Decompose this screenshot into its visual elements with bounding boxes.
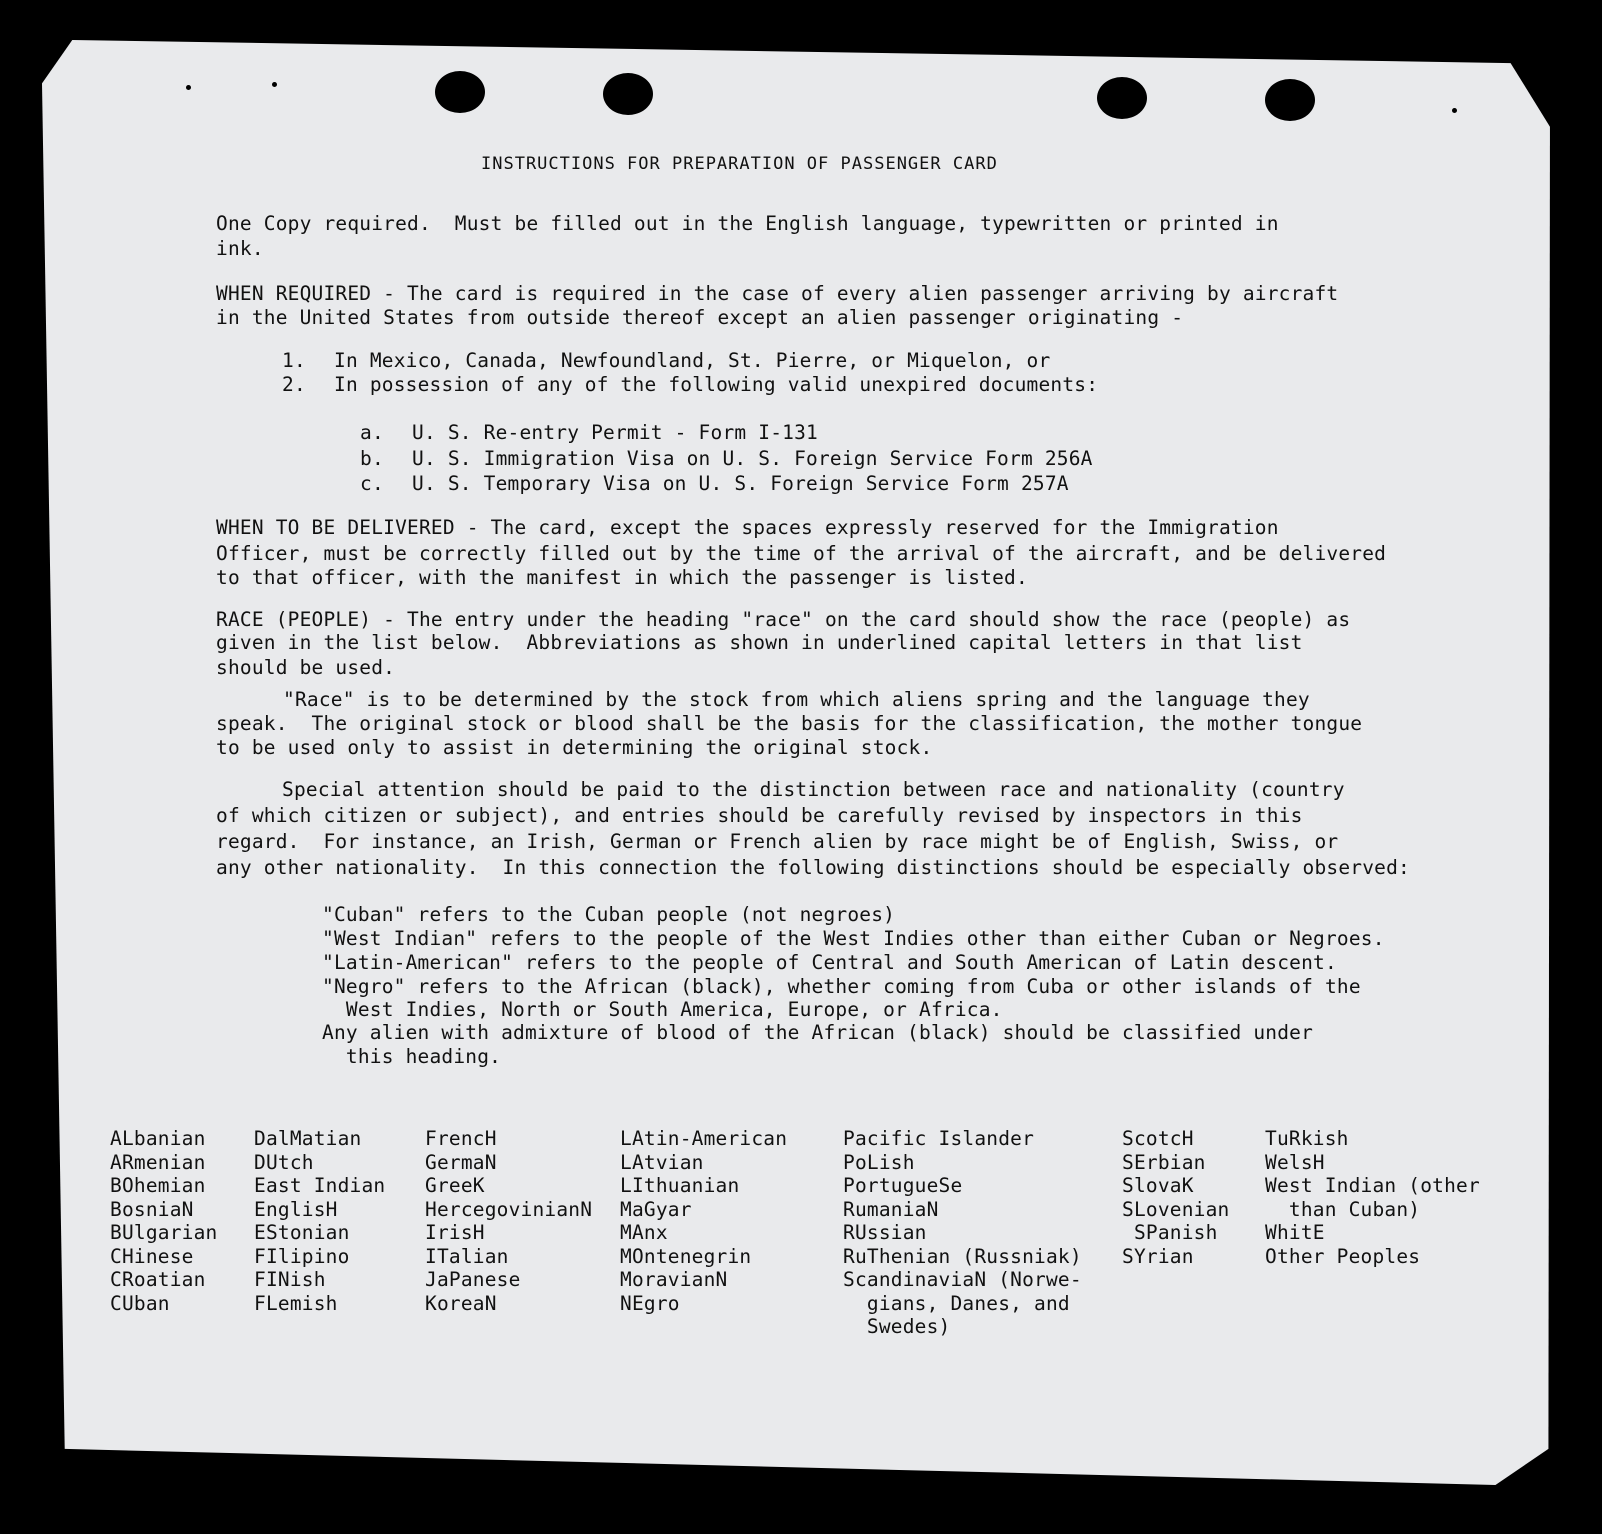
race-list-item: BOhemian (110, 1174, 206, 1197)
race-list-item: West Indian (other (1265, 1174, 1480, 1197)
lettered-item-letter: a. (360, 421, 384, 444)
race-list-item: DalMatian (254, 1127, 362, 1150)
race-list-item: LAtin-American (620, 1127, 788, 1150)
race-list-item: KoreaN (425, 1292, 497, 1315)
intro-line: ink. (216, 237, 264, 260)
distinction-line: "Cuban" refers to the Cuban people (not negroes) (322, 903, 896, 926)
when-delivered-line: Officer, must be correctly filled out by the time of the arrival of the aircraft, and be delivered (216, 542, 1387, 565)
race-list-item: EStonian (254, 1221, 350, 1244)
special-attention-line: regard. For instance, an Irish, German or French alien by race might be of English, Swiss, or (216, 830, 1339, 853)
race-list-item: than Cuban) (1265, 1198, 1421, 1221)
race-list-item: MoravianN (620, 1268, 728, 1291)
race-list-item: PoLish (843, 1151, 915, 1174)
race-list-item: RUssian (843, 1221, 927, 1244)
race-list-item: BosniaN (110, 1198, 194, 1221)
distinction-line: Any alien with admixture of blood of the African (black) should be classified under (322, 1021, 1314, 1044)
when-required-line: WHEN REQUIRED - The card is required in the case of every alien passenger arriving by aircraft (216, 282, 1339, 305)
race-list-item: RuThenian (Russniak) (843, 1245, 1082, 1268)
race-list-item: SLovenian (1122, 1198, 1230, 1221)
race-list-item: CRoatian (110, 1268, 206, 1291)
lettered-item-letter: b. (360, 447, 384, 470)
distinction-line: "Negro" refers to the African (black), whether coming from Cuba or other islands of the (322, 975, 1361, 998)
distinction-line: West Indies, North or South America, Europe, or Africa. (322, 998, 1003, 1021)
numbered-item-text: In Mexico, Canada, Newfoundland, St. Pierre, or Miquelon, or (334, 349, 1051, 372)
when-required-line: in the United States from outside thereof except an alien passenger originating - (216, 306, 1184, 329)
punch-hole (435, 71, 485, 113)
race-list-item: WhitE (1265, 1221, 1325, 1244)
lettered-item-text: U. S. Immigration Visa on U. S. Foreign Service Form 256A (412, 447, 1093, 470)
race-list-item: FrencH (425, 1127, 497, 1150)
race-list-item: EnglisH (254, 1198, 338, 1221)
race-list-item: ScotcH (1122, 1127, 1194, 1150)
when-delivered-line: WHEN TO BE DELIVERED - The card, except the spaces expressly reserved for the Immigration (216, 516, 1279, 539)
numbered-item-text: In possession of any of the following valid unexpired documents: (334, 373, 1099, 396)
race-list-item: gians, Danes, and (843, 1292, 1070, 1315)
numbered-item-number: 1. (282, 349, 306, 372)
race-definition-line: "Race" is to be determined by the stock from which aliens spring and the language they (283, 688, 1310, 711)
race-list-item: SlovaK (1122, 1174, 1194, 1197)
race-list-item: FIlipino (254, 1245, 350, 1268)
race-list-item: Swedes) (843, 1315, 951, 1338)
punch-hole (1265, 79, 1315, 121)
race-definition-line: speak. The original stock or blood shall be the basis for the classification, the mother tongue (216, 712, 1363, 735)
race-list-item: NEgro (620, 1292, 680, 1315)
race-list-item: RumaniaN (843, 1198, 939, 1221)
speck (1397, 50, 1402, 55)
race-list-item: ITalian (425, 1245, 509, 1268)
lettered-item-letter: c. (360, 472, 384, 495)
special-attention-line: Special attention should be paid to the distinction between race and nationality (country (282, 778, 1345, 801)
speck (272, 82, 277, 87)
race-list-item: CHinese (110, 1245, 194, 1268)
race-list-item: CUban (110, 1292, 170, 1315)
distinction-line: this heading. (322, 1045, 502, 1068)
race-list-item: SYrian (1122, 1245, 1194, 1268)
when-delivered-line: to that officer, with the manifest in which the passenger is listed. (216, 566, 1028, 589)
race-list-item: LAtvian (620, 1151, 704, 1174)
numbered-item-number: 2. (282, 373, 306, 396)
race-list-item: FLemish (254, 1292, 338, 1315)
distinction-line: "Latin-American" refers to the people of Central and South American of Latin descent. (322, 951, 1337, 974)
special-attention-line: any other nationality. In this connection the following distinctions should be especially observed: (216, 856, 1410, 879)
race-list-item: MAnx (620, 1221, 668, 1244)
punch-hole (1097, 77, 1147, 119)
race-list-item: DUtch (254, 1151, 314, 1174)
race-list-item: FINish (254, 1268, 326, 1291)
distinction-line: "West Indian" refers to the people of the West Indies other than either Cuban or Negroes. (322, 927, 1385, 950)
race-list-item: SPanish (1122, 1221, 1218, 1244)
page-title: INSTRUCTIONS FOR PREPARATION OF PASSENGER CARD (481, 154, 998, 174)
race-list-item: JaPanese (425, 1268, 521, 1291)
race-list-item: ScandinaviaN (Norwe- (843, 1268, 1082, 1291)
race-list-item: HercegovinianN (425, 1198, 593, 1221)
race-list-item: East Indian (254, 1174, 386, 1197)
race-people-line: should be used. (216, 656, 396, 679)
race-people-line: RACE (PEOPLE) - The entry under the heading "race" on the card should show the race (people) as (216, 608, 1351, 631)
race-list-item: BUlgarian (110, 1221, 218, 1244)
race-list-item: LIthuanian (620, 1174, 740, 1197)
race-list-item: WelsH (1265, 1151, 1325, 1174)
race-list-item: GermaN (425, 1151, 497, 1174)
race-list-item: Other Peoples (1265, 1245, 1421, 1268)
lettered-item-text: U. S. Re-entry Permit - Form I-131 (412, 421, 818, 444)
race-definition-line: to be used only to assist in determining the original stock. (216, 736, 933, 759)
speck (186, 85, 191, 90)
race-list-item: MaGyar (620, 1198, 692, 1221)
race-list-item: TuRkish (1265, 1127, 1349, 1150)
race-list-item: IrisH (425, 1221, 485, 1244)
punch-hole (603, 73, 653, 115)
intro-line: One Copy required. Must be filled out in the English language, typewritten or printed in (216, 212, 1279, 235)
race-list-item: ALbanian (110, 1127, 206, 1150)
race-list-item: GreeK (425, 1174, 485, 1197)
race-list-item: MOntenegrin (620, 1245, 752, 1268)
lettered-item-text: U. S. Temporary Visa on U. S. Foreign Service Form 257A (412, 472, 1069, 495)
race-list-item: SErbian (1122, 1151, 1206, 1174)
speck (1452, 108, 1457, 113)
special-attention-line: of which citizen or subject), and entries should be carefully revised by inspectors in this (216, 804, 1303, 827)
race-list-item: Pacific Islander (843, 1127, 1035, 1150)
race-people-line: given in the list below. Abbreviations as shown in underlined capital letters in that list (216, 631, 1303, 654)
race-list-item: PortugueSe (843, 1174, 963, 1197)
race-list-item: ARmenian (110, 1151, 206, 1174)
